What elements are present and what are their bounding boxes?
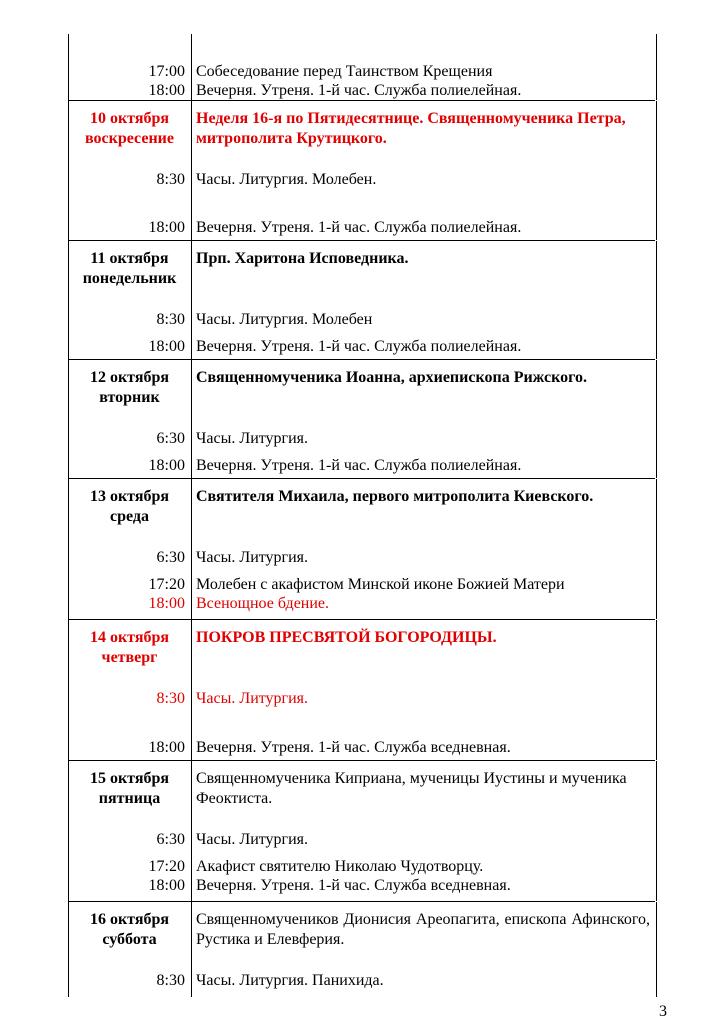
table-section [68,573,655,619]
service-text: Вечерня. Утреня. 1-й час. Служба полиелейная. [196,82,522,99]
service-time: 17:20 [148,576,185,593]
day-weekday: вторник [99,389,160,406]
day-section [68,359,655,478]
day-weekday: среда [110,508,149,525]
service-time: 8:30 [156,171,185,188]
table-section [68,34,655,100]
service-time: 18:00 [148,219,185,236]
day-date: 15 октября [89,770,170,787]
day-heading: Прп. Харитона Исповедника. [196,250,409,267]
service-time: 17:00 [148,63,185,80]
day-date: 12 октября [89,369,170,386]
day-section [68,240,655,359]
schedule-table [68,34,655,997]
table-section [68,194,655,240]
service-text: Вечерня. Утреня. 1-й час. Служба полиелейная. [196,338,522,355]
service-time: 8:30 [156,311,185,328]
service-time: 6:30 [156,549,185,566]
service-text: Всенощное бдение. [196,595,330,612]
table-section [68,855,655,901]
day-section [68,760,655,855]
service-time: 18:00 [148,877,185,894]
day-date: 10 октября [89,110,170,127]
service-time: 18:00 [148,457,185,474]
service-time: 18:00 [148,82,185,99]
service-text: Молебен с акафистом Минской иконе Божией Матери [196,576,565,593]
service-text: Часы. Литургия. Молебен. [196,171,377,188]
service-text: Часы. Литургия. [196,831,309,848]
day-weekday: воскресение [85,130,174,147]
day-heading: ПОКРОВ ПРЕСВЯТОЙ БОГОРОДИЦЫ. [196,629,497,646]
service-time: 18:00 [148,595,185,612]
service-time: 8:30 [156,690,185,707]
day-heading: Святителя Михаила, первого митрополита Киевского. [196,488,594,505]
service-text: Вечерня. Утреня. 1-й час. Служба вседневная. [196,739,511,756]
day-date: 14 октября [89,629,170,646]
day-heading: Священномученика Иоанна, архиепископа Рижского. [196,369,587,386]
service-text: Вечерня. Утреня. 1-й час. Служба вседневная. [196,877,511,894]
day-section [68,478,655,573]
service-time: 18:00 [148,739,185,756]
day-weekday: четверг [101,649,158,666]
service-text: Часы. Литургия. [196,690,309,707]
day-section [68,100,655,194]
day-date: 16 октября [89,911,170,928]
service-time: 17:20 [148,858,185,875]
day-date: 13 октября [89,488,170,505]
service-text: Часы. Литургия. Панихида. [196,972,384,989]
service-text: Акафист святителю Николаю Чудотворцу. [196,858,484,875]
service-time: 6:30 [156,831,185,848]
service-time: 6:30 [156,430,185,447]
day-heading: Священномученика Киприана, мученицы Иустины и мученика Феоктиста. [196,770,627,807]
day-date: 11 октября [90,250,169,267]
service-time: 8:30 [156,972,185,989]
day-section [68,619,655,714]
day-weekday: понедельник [82,270,177,287]
service-text: Часы. Литургия. [196,430,309,447]
day-heading: Неделя 16-я по Пятидесятнице. Священномученика Петра, митрополита Крутицкого. [196,110,626,147]
day-section [68,901,655,997]
service-text: Вечерня. Утреня. 1-й час. Служба полиелейная. [196,457,522,474]
service-text: Вечерня. Утреня. 1-й час. Служба полиелейная. [196,219,522,236]
day-weekday: суббота [102,931,157,948]
day-weekday: пятница [98,790,161,807]
service-text: Собеседование перед Таинством Крещения [196,63,493,80]
service-time: 18:00 [148,338,185,355]
day-heading: Священномучеников Дионисия Ареопагита, епископа Афинского, Рустика и Елевферия. [196,911,650,948]
page-number: 3 [659,1003,667,1020]
service-text: Часы. Литургия. Молебен [196,311,373,328]
service-text: Часы. Литургия. [196,549,309,566]
table-section [68,714,655,760]
